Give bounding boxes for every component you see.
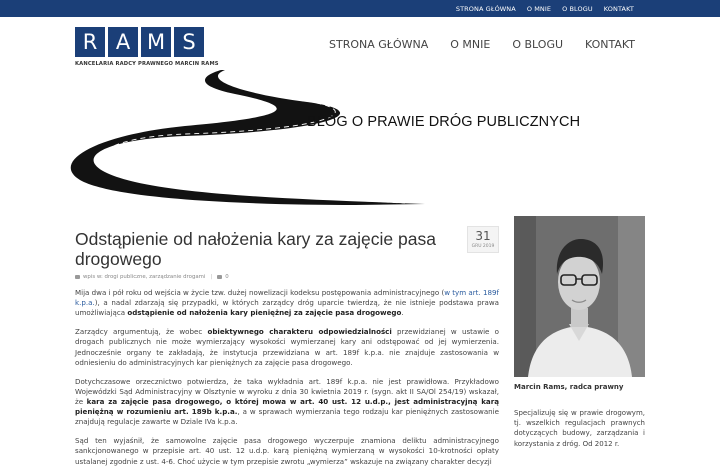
post-date-day: 31 [475, 229, 491, 243]
text-run: . [401, 308, 404, 318]
nav-about[interactable]: O MNIE [450, 38, 491, 51]
author-photo [514, 216, 645, 377]
nav-home[interactable]: STRONA GŁÓWNA [329, 38, 429, 51]
post-meta [75, 274, 229, 280]
logo-letter: M [141, 27, 171, 57]
post-date-month: GRU 2019 [471, 244, 495, 249]
header-banner [75, 70, 645, 205]
author-bio: Specjalizuję się w prawie drogowym, tj. wszelkich regulacjach prawnych dotyczących budowy, zarządzania i korzystania z dróg. Od 2012 r. [514, 409, 645, 448]
top-menu [456, 0, 634, 17]
banner-title: BLOG O PRAWIE DRÓG PUBLICZNYCH [307, 114, 581, 130]
logo-letter: A [108, 27, 138, 57]
author-portrait [514, 216, 645, 377]
bold-text: kara za zajęcie pasa drogowego, o której mowa w art. 40 ust. 12 u.d.p., jest administracyjną karą pieniężną w rozumieniu art. 189b k.p.a. [75, 397, 499, 417]
text-run: ), a nadal zdarzają się przypadki, w których zarządcy dróg uparcie twierdzą, że nie istnieje podstawa prawa umożliwiająca [75, 298, 499, 318]
post-title[interactable]: Odstąpienie od nałożenia kary za zajęcie pasa drogowego [75, 229, 436, 269]
text-run: Mija dwa i pół roku od wejścia w życie tzw. dużej nowelizacji kodeksu postępowania administracyjnego ( [75, 288, 445, 297]
folder-icon [75, 275, 80, 279]
meta-separator: | [210, 274, 213, 280]
post-comment-count[interactable]: 0 [225, 274, 229, 280]
logo-letter: S [174, 27, 204, 57]
logo-letters [75, 27, 219, 57]
post-paragraph [75, 327, 499, 368]
top-menu-about[interactable]: O MNIE [526, 4, 552, 13]
post-paragraph [75, 288, 499, 319]
nav-blog[interactable]: O BLOGU [512, 38, 564, 51]
logo-letter: R [75, 27, 105, 57]
logo-tagline: KANCELARIA RADCY PRAWNEGO MARCIN RAMS [75, 61, 219, 67]
site-logo[interactable] [75, 27, 219, 67]
post-paragraph: Sąd ten wyjaśnił, że samowolne zajęcie pasa drogowego wyczerpuje znamiona deliktu administracyjnego sankcjonowanego w przepisie art. 40 ust. 12 u.d.p. karą pieniężną wymierzaną w wysokości 10-krotności opłaty ustalanej zgodnie z ust. 4-6. Choć użycie w tym przepisie zwrotu „wymierza” wskazuje na związany charakter decyzji [75, 436, 499, 466]
nav-contact[interactable]: KONTAKT [585, 38, 635, 51]
article-link[interactable]: w tym art. 189f k.p.a. [75, 288, 500, 308]
top-bar [0, 0, 720, 17]
post-categories[interactable]: wpis w: drogi publiczne, zarządzanie drogami [83, 274, 206, 280]
author-caption: Marcin Rams, radca prawny [514, 383, 624, 391]
bold-text: obiektywnego charakteru odpowiedzialności [207, 327, 392, 337]
bold-text: odstąpienie od nałożenia kary pieniężnej za zajęcie pasa drogowego [127, 308, 402, 318]
top-menu-blog[interactable]: O BLOGU [562, 4, 593, 13]
main-nav [329, 38, 635, 51]
post-paragraph [75, 377, 499, 428]
text-run: Zarządcy argumentują, że wobec [75, 327, 208, 337]
comment-icon [217, 275, 222, 279]
text-run: , a w sprawach wymierzania tego rodzaju kar pieniężnych zastosowanie znajdują regulacje zawarte w Dziale IVa k.p.a. [75, 407, 499, 427]
post-body [75, 288, 499, 475]
road-illustration [75, 70, 645, 205]
top-menu-contact[interactable]: KONTAKT [603, 4, 634, 13]
text-run: przewidzianej w ustawie o drogach publicznych nie może wymierzający wysokości wymierzanej kary ani odstępować od jej wymierzenia. Jednocześnie organy te zakładają, że instytucja przewidziana w art. 189f k.p.a. nie znajduje zastosowania w odniesieniu do administracyjnych kar pieniężnych za zajęcie pasa drogowego. [75, 327, 499, 367]
post-date-badge [467, 226, 499, 253]
text-run: Dotychczasowe orzecznictwo potwierdza, że taka wykładnia art. 189f k.p.a. nie jest prawidłowa. Przykładowo Wojewódzki Sąd Administracyjny w Olsztynie w wyroku z dnia 30 kwietnia 2019 r. (sygn. akt II SA/Ol 254/19) wskazał, że [75, 376, 499, 407]
top-menu-home[interactable]: STRONA GŁÓWNA [455, 4, 516, 13]
